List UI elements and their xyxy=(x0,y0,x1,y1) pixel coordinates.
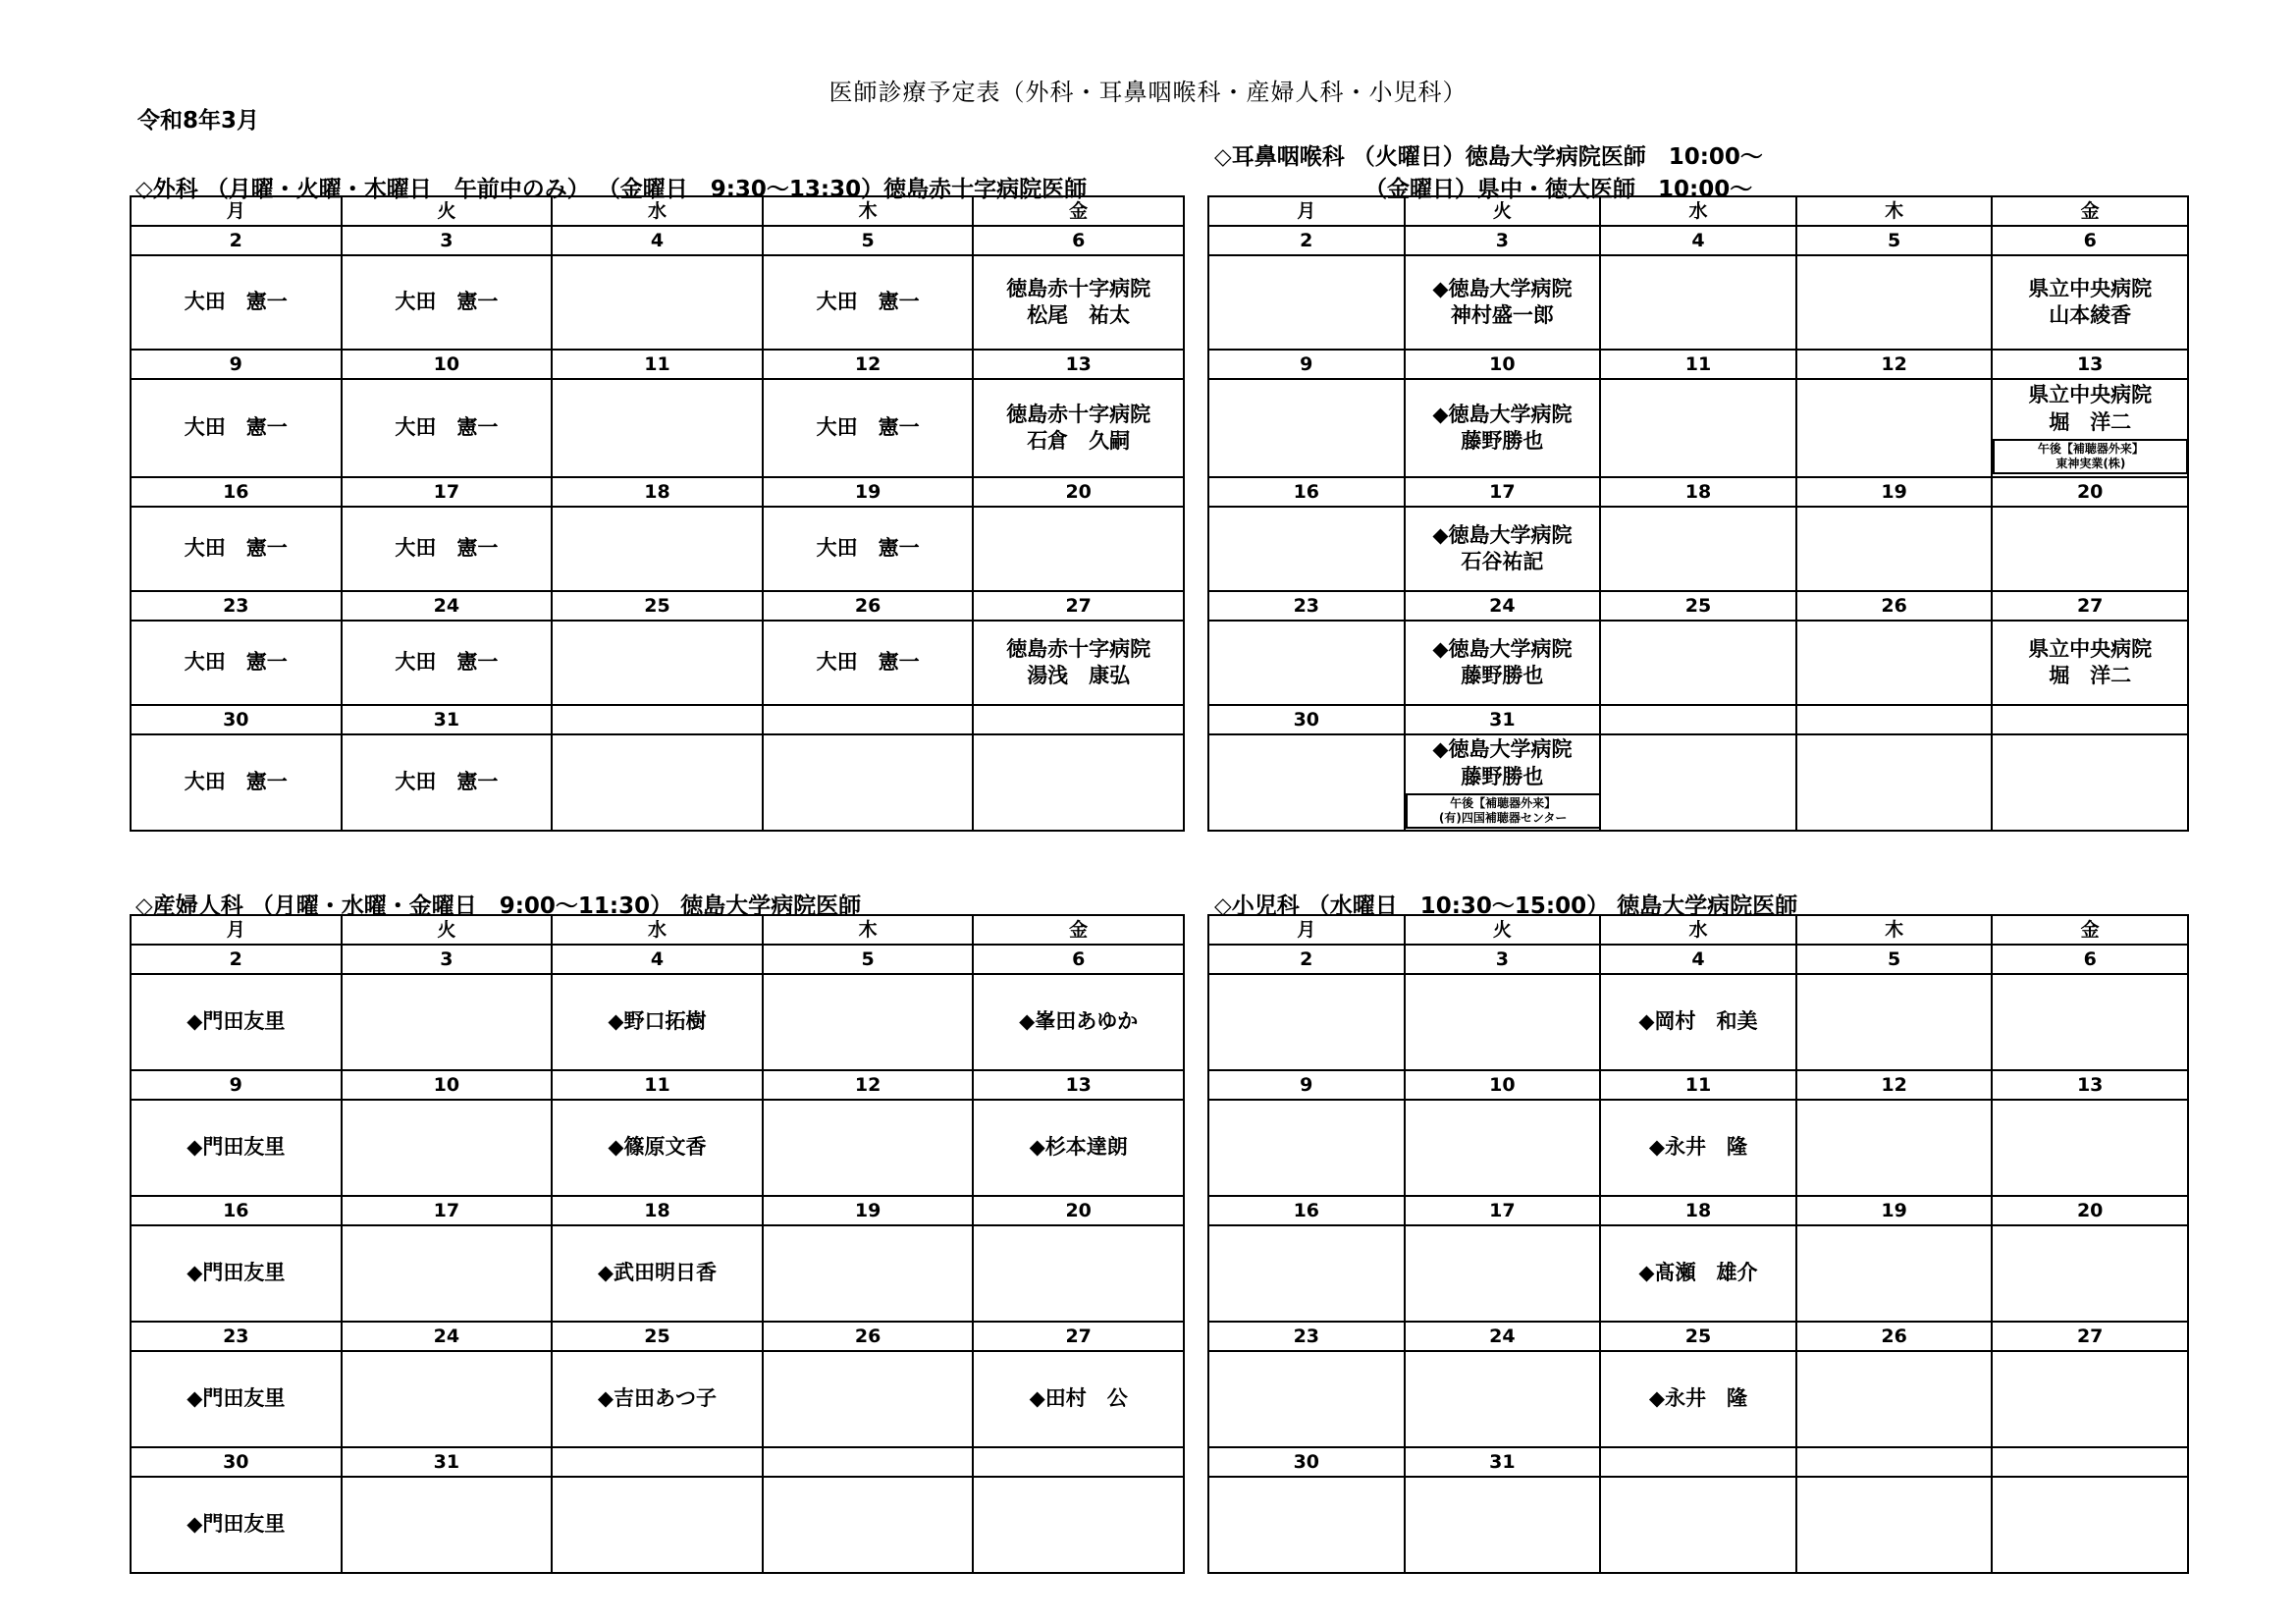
doctor-entry: 石谷祐記 xyxy=(1461,550,1544,573)
schedule-cell xyxy=(973,1225,1184,1322)
day-number: 9 xyxy=(131,1070,342,1100)
doctor-entry: 石倉 久嗣 xyxy=(1027,429,1131,453)
schedule-cell xyxy=(1405,1100,1601,1196)
schedule-cell xyxy=(1992,974,2188,1070)
schedule-cell xyxy=(131,1351,342,1447)
schedule-cell xyxy=(1992,1100,2188,1196)
day-number: 2 xyxy=(131,226,342,255)
doctor-entry: 藤野勝也 xyxy=(1461,764,1544,788)
schedule-cell xyxy=(1796,1477,1993,1573)
hearing-aid-clinic-note xyxy=(1993,439,2188,474)
schedule-cell xyxy=(973,621,1184,705)
day-number: 31 xyxy=(342,1447,553,1477)
schedule-cell xyxy=(1405,507,1601,591)
day-number: 4 xyxy=(1600,226,1796,255)
doctor-entry: 大田 憲一 xyxy=(395,650,499,675)
doctor-entry: 県立中央病院 xyxy=(2028,383,2153,407)
day-number: 4 xyxy=(552,945,763,974)
schedule-cell xyxy=(973,974,1184,1070)
schedule-cell xyxy=(342,255,553,350)
schedule-cell xyxy=(973,1100,1184,1196)
schedule-cell xyxy=(763,974,974,1070)
ent-header-friday: （金曜日）県中・徳大医師 10:00～ xyxy=(1364,177,1753,202)
doctor-entry: ◆髙瀬 雄介 xyxy=(1638,1261,1758,1285)
doctor-entry: 県立中央病院 xyxy=(2028,276,2153,300)
day-number: 26 xyxy=(763,591,974,621)
day-number: 11 xyxy=(552,350,763,379)
schedule-cell xyxy=(131,621,342,705)
day-number: 25 xyxy=(552,1322,763,1351)
schedule-cell xyxy=(763,507,974,591)
day-number: 2 xyxy=(1208,226,1405,255)
doctor-entry: ◆徳島大学病院 xyxy=(1432,737,1573,762)
schedule-cell xyxy=(342,379,553,477)
schedule-cell xyxy=(552,379,763,477)
day-number: 24 xyxy=(342,1322,553,1351)
day-number: 9 xyxy=(1208,350,1405,379)
schedule-cell xyxy=(1208,734,1405,831)
schedule-cell xyxy=(342,1351,553,1447)
schedule-cell xyxy=(1796,255,1993,350)
schedule-cell xyxy=(1992,507,2188,591)
weekday-header: 火 xyxy=(1405,196,1601,226)
day-number xyxy=(763,1447,974,1477)
doctor-entry: 大田 憲一 xyxy=(184,770,288,794)
schedule-cell xyxy=(552,621,763,705)
day-number xyxy=(973,1447,1184,1477)
schedule-cell xyxy=(763,734,974,831)
schedule-cell xyxy=(342,1225,553,1322)
schedule-cell xyxy=(973,255,1184,350)
day-number xyxy=(1796,1447,1993,1477)
doctor-entry: ◆徳島大学病院 xyxy=(1432,522,1573,547)
weekday-header: 月 xyxy=(131,196,342,226)
schedule-cell xyxy=(1208,1100,1405,1196)
schedule-cell xyxy=(763,1477,974,1573)
doctor-entry: 大田 憲一 xyxy=(395,536,499,561)
day-number xyxy=(552,1447,763,1477)
day-number: 6 xyxy=(1992,945,2188,974)
schedule-cell xyxy=(1992,621,2188,705)
doctor-entry: 大田 憲一 xyxy=(184,536,288,561)
note-line: (有)四国補聴器センター xyxy=(1438,810,1568,825)
schedule-cell xyxy=(131,1225,342,1322)
day-number: 6 xyxy=(1992,226,2188,255)
doctor-entry: ◆岡村 和美 xyxy=(1638,1009,1758,1034)
schedule-cell xyxy=(1208,507,1405,591)
schedule-cell xyxy=(1600,1225,1796,1322)
day-number: 31 xyxy=(1405,705,1601,734)
doctor-entry: ◆田村 公 xyxy=(1029,1386,1128,1411)
day-number: 16 xyxy=(1208,477,1405,507)
day-number: 13 xyxy=(973,1070,1184,1100)
schedule-cell xyxy=(342,1100,553,1196)
schedule-cell xyxy=(1992,1351,2188,1447)
day-number: 26 xyxy=(1796,591,1993,621)
schedule-cell xyxy=(1405,1477,1601,1573)
schedule-cell xyxy=(1208,1351,1405,1447)
day-number: 10 xyxy=(342,350,553,379)
schedule-cell xyxy=(131,507,342,591)
schedule-cell xyxy=(1796,974,1993,1070)
doctor-entry: ◆徳島大学病院 xyxy=(1432,276,1573,300)
schedule-cell xyxy=(973,507,1184,591)
doctor-entry: 大田 憲一 xyxy=(816,290,920,314)
doctor-entry: ◆峯田あゆか xyxy=(1019,1009,1139,1034)
weekday-header: 水 xyxy=(552,196,763,226)
schedule-cell xyxy=(342,734,553,831)
schedule-cell xyxy=(552,1351,763,1447)
day-number: 18 xyxy=(552,1196,763,1225)
doctor-entry: 堀 洋二 xyxy=(2049,409,2132,434)
day-number: 20 xyxy=(973,1196,1184,1225)
day-number: 19 xyxy=(763,477,974,507)
schedule-cell xyxy=(342,974,553,1070)
day-number: 20 xyxy=(973,477,1184,507)
day-number: 19 xyxy=(1796,477,1993,507)
doctor-entry: 山本綾香 xyxy=(2049,303,2132,327)
day-number: 16 xyxy=(131,1196,342,1225)
day-number: 6 xyxy=(973,226,1184,255)
schedule-cell xyxy=(1992,1477,2188,1573)
doctor-entry: 大田 憲一 xyxy=(184,415,288,440)
day-number: 26 xyxy=(763,1322,974,1351)
schedule-cell xyxy=(763,255,974,350)
schedule-cell xyxy=(1208,1477,1405,1573)
schedule-cell xyxy=(1600,734,1796,831)
schedule-cell xyxy=(1208,379,1405,477)
day-number: 18 xyxy=(552,477,763,507)
day-number: 13 xyxy=(1992,350,2188,379)
schedule-cell xyxy=(1796,734,1993,831)
day-number: 17 xyxy=(342,477,553,507)
day-number xyxy=(1600,705,1796,734)
schedule-cell xyxy=(1796,379,1993,477)
day-number: 26 xyxy=(1796,1322,1993,1351)
day-number xyxy=(552,705,763,734)
day-number: 30 xyxy=(131,1447,342,1477)
day-number: 31 xyxy=(1405,1447,1601,1477)
schedule-cell xyxy=(1796,507,1993,591)
day-number: 2 xyxy=(131,945,342,974)
weekday-header: 金 xyxy=(1992,196,2188,226)
day-number: 17 xyxy=(1405,1196,1601,1225)
day-number xyxy=(1992,1447,2188,1477)
doctor-entry: 神村盛一郎 xyxy=(1450,303,1554,327)
day-number: 10 xyxy=(342,1070,553,1100)
weekday-header: 水 xyxy=(1600,196,1796,226)
doctor-entry: 大田 憲一 xyxy=(816,650,920,675)
schedule-cell xyxy=(552,734,763,831)
doctor-entry: ◆門田友里 xyxy=(187,1512,286,1537)
surgery-schedule-table xyxy=(130,195,1185,832)
day-number: 11 xyxy=(552,1070,763,1100)
day-number: 17 xyxy=(1405,477,1601,507)
day-number: 16 xyxy=(131,477,342,507)
weekday-header: 火 xyxy=(342,196,553,226)
day-number: 27 xyxy=(1992,1322,2188,1351)
schedule-cell xyxy=(763,1351,974,1447)
schedule-cell xyxy=(1208,1225,1405,1322)
doctor-entry: 藤野勝也 xyxy=(1461,664,1544,687)
schedule-cell xyxy=(973,1477,1184,1573)
doctor-entry: ◆門田友里 xyxy=(187,1009,286,1034)
day-number xyxy=(1600,1447,1796,1477)
doctor-entry: 徳島赤十字病院 xyxy=(1006,402,1151,426)
note-line: 午後【補聴器外来】 xyxy=(1450,795,1557,810)
day-number: 5 xyxy=(1796,945,1993,974)
doctor-entry: ◆徳島大学病院 xyxy=(1432,402,1573,426)
day-number: 23 xyxy=(1208,591,1405,621)
doctor-entry: 堀 洋二 xyxy=(2049,664,2132,687)
schedule-cell xyxy=(342,507,553,591)
day-number: 23 xyxy=(131,591,342,621)
day-number: 19 xyxy=(763,1196,974,1225)
schedule-cell xyxy=(552,1225,763,1322)
schedule-cell xyxy=(1600,974,1796,1070)
doctor-entry: ◆吉田あつ子 xyxy=(597,1386,718,1411)
weekday-header: 月 xyxy=(1208,196,1405,226)
schedule-cell xyxy=(1208,255,1405,350)
page-title: 医師診療予定表（外科・耳鼻咽喉科・産婦人科・小児科） xyxy=(828,79,1468,106)
day-number: 10 xyxy=(1405,1070,1601,1100)
doctor-entry: ◆武田明日香 xyxy=(597,1261,718,1285)
schedule-cell xyxy=(552,1477,763,1573)
schedule-cell xyxy=(131,379,342,477)
weekday-header: 金 xyxy=(1992,915,2188,945)
doctor-entry: ◆永井 隆 xyxy=(1648,1386,1748,1411)
weekday-header: 月 xyxy=(131,915,342,945)
schedule-cell xyxy=(1405,974,1601,1070)
day-number: 20 xyxy=(1992,1196,2188,1225)
doctor-entry: ◆門田友里 xyxy=(187,1261,286,1285)
schedule-cell xyxy=(1600,1477,1796,1573)
doctor-entry: 大田 憲一 xyxy=(395,415,499,440)
schedule-cell xyxy=(1796,1351,1993,1447)
schedule-cell xyxy=(131,255,342,350)
weekday-header: 金 xyxy=(973,915,1184,945)
schedule-cell xyxy=(1208,974,1405,1070)
note-line: 東神実業(株) xyxy=(2056,456,2126,470)
schedule-cell xyxy=(342,621,553,705)
day-number: 11 xyxy=(1600,1070,1796,1100)
weekday-header: 月 xyxy=(1208,915,1405,945)
schedule-cell xyxy=(763,1225,974,1322)
weekday-header: 金 xyxy=(973,196,1184,226)
day-number: 25 xyxy=(1600,591,1796,621)
day-number xyxy=(763,705,974,734)
day-number: 19 xyxy=(1796,1196,1993,1225)
day-number: 24 xyxy=(342,591,553,621)
doctor-entry: 藤野勝也 xyxy=(1461,429,1544,453)
period-label: 令和8年3月 xyxy=(137,108,260,134)
doctor-entry: 徳島赤十字病院 xyxy=(1006,636,1151,661)
day-number: 3 xyxy=(342,945,553,974)
pediatrics-header: ◇小児科 （水曜日 10:30～15:00） 徳島大学病院医師 xyxy=(1214,893,1798,919)
schedule-cell xyxy=(1600,1100,1796,1196)
schedule-cell xyxy=(1405,1351,1601,1447)
schedule-cell xyxy=(1992,379,2188,477)
schedule-cell xyxy=(763,621,974,705)
day-number: 4 xyxy=(1600,945,1796,974)
schedule-cell xyxy=(1600,621,1796,705)
day-number: 27 xyxy=(973,1322,1184,1351)
schedule-cell xyxy=(342,1477,553,1573)
schedule-cell xyxy=(1992,734,2188,831)
schedule-cell xyxy=(1796,621,1993,705)
schedule-cell xyxy=(763,379,974,477)
day-number: 12 xyxy=(763,1070,974,1100)
doctor-entry: 大田 憲一 xyxy=(395,770,499,794)
day-number: 11 xyxy=(1600,350,1796,379)
day-number: 13 xyxy=(973,350,1184,379)
schedule-cell xyxy=(552,507,763,591)
schedule-cell xyxy=(1600,1351,1796,1447)
day-number: 23 xyxy=(1208,1322,1405,1351)
doctor-entry: 大田 憲一 xyxy=(816,415,920,440)
day-number: 5 xyxy=(763,945,974,974)
day-number: 18 xyxy=(1600,477,1796,507)
day-number: 31 xyxy=(342,705,553,734)
doctor-entry: 大田 憲一 xyxy=(816,536,920,561)
schedule-cell xyxy=(1992,1225,2188,1322)
doctor-entry: ◆杉本達朗 xyxy=(1029,1135,1128,1160)
day-number: 18 xyxy=(1600,1196,1796,1225)
schedule-cell xyxy=(1208,621,1405,705)
schedule-cell xyxy=(552,255,763,350)
day-number: 30 xyxy=(1208,705,1405,734)
schedule-cell xyxy=(131,974,342,1070)
day-number: 25 xyxy=(552,591,763,621)
doctor-entry: 大田 憲一 xyxy=(184,650,288,675)
day-number: 6 xyxy=(973,945,1184,974)
schedule-cell xyxy=(1405,621,1601,705)
day-number: 30 xyxy=(1208,1447,1405,1477)
day-number: 13 xyxy=(1992,1070,2188,1100)
schedule-cell xyxy=(131,1100,342,1196)
day-number xyxy=(1992,705,2188,734)
day-number: 12 xyxy=(763,350,974,379)
day-number: 9 xyxy=(131,350,342,379)
hearing-aid-clinic-note xyxy=(1406,793,1601,829)
day-number: 3 xyxy=(1405,945,1601,974)
doctor-entry: 徳島赤十字病院 xyxy=(1006,276,1151,300)
day-number: 4 xyxy=(552,226,763,255)
schedule-cell xyxy=(973,379,1184,477)
schedule-cell xyxy=(1992,255,2188,350)
obgyn-schedule-table xyxy=(130,914,1185,1574)
schedule-cell xyxy=(973,734,1184,831)
day-number xyxy=(973,705,1184,734)
doctor-entry: 湯浅 康弘 xyxy=(1027,664,1131,687)
schedule-cell xyxy=(552,1100,763,1196)
day-number xyxy=(1796,705,1993,734)
doctor-entry: ◆徳島大学病院 xyxy=(1432,636,1573,661)
pediatrics-schedule-table xyxy=(1207,914,2189,1574)
schedule-cell xyxy=(1796,1100,1993,1196)
weekday-header: 木 xyxy=(1796,915,1993,945)
doctor-entry: ◆永井 隆 xyxy=(1648,1135,1748,1160)
doctor-entry: 県立中央病院 xyxy=(2028,636,2153,661)
ent-header-tuesday: ◇耳鼻咽喉科 （火曜日）徳島大学病院医師 10:00～ xyxy=(1214,144,1763,170)
day-number: 10 xyxy=(1405,350,1601,379)
day-number: 24 xyxy=(1405,591,1601,621)
day-number: 3 xyxy=(1405,226,1601,255)
day-number: 5 xyxy=(1796,226,1993,255)
weekday-header: 火 xyxy=(342,915,553,945)
schedule-cell xyxy=(1796,1225,1993,1322)
day-number: 3 xyxy=(342,226,553,255)
day-number: 27 xyxy=(1992,591,2188,621)
ent-schedule-table xyxy=(1207,195,2189,832)
day-number: 23 xyxy=(131,1322,342,1351)
schedule-cell xyxy=(1405,255,1601,350)
weekday-header: 火 xyxy=(1405,915,1601,945)
doctor-entry: ◆野口拓樹 xyxy=(608,1009,707,1034)
day-number: 17 xyxy=(342,1196,553,1225)
day-number: 12 xyxy=(1796,350,1993,379)
schedule-cell xyxy=(1405,379,1601,477)
schedule-cell xyxy=(763,1100,974,1196)
day-number: 30 xyxy=(131,705,342,734)
doctor-entry: ◆門田友里 xyxy=(187,1386,286,1411)
weekday-header: 木 xyxy=(1796,196,1993,226)
day-number: 5 xyxy=(763,226,974,255)
day-number: 2 xyxy=(1208,945,1405,974)
doctor-entry: ◆篠原文香 xyxy=(608,1135,707,1160)
schedule-cell xyxy=(973,1351,1184,1447)
weekday-header: 水 xyxy=(1600,915,1796,945)
schedule-cell xyxy=(552,974,763,1070)
schedule-cell xyxy=(1600,507,1796,591)
day-number: 24 xyxy=(1405,1322,1601,1351)
day-number: 25 xyxy=(1600,1322,1796,1351)
schedule-cell xyxy=(131,734,342,831)
doctor-entry: 松尾 祐太 xyxy=(1027,303,1131,327)
day-number: 16 xyxy=(1208,1196,1405,1225)
schedule-cell xyxy=(1600,379,1796,477)
schedule-cell xyxy=(131,1477,342,1573)
day-number: 20 xyxy=(1992,477,2188,507)
schedule-cell xyxy=(1405,1225,1601,1322)
surgery-header: ◇外科 （月曜・火曜・木曜日 午前中のみ） （金曜日 9:30～13:30）徳島赤十字病院医師 xyxy=(135,177,1088,202)
weekday-header: 木 xyxy=(763,196,974,226)
weekday-header: 木 xyxy=(763,915,974,945)
note-line: 午後【補聴器外来】 xyxy=(2037,441,2144,456)
doctor-entry: 大田 憲一 xyxy=(395,290,499,314)
schedule-cell xyxy=(1600,255,1796,350)
obgyn-header: ◇産婦人科 （月曜・水曜・金曜日 9:00～11:30） 徳島大学病院医師 xyxy=(135,893,862,919)
day-number: 27 xyxy=(973,591,1184,621)
schedule-cell xyxy=(1405,734,1601,831)
doctor-entry: 大田 憲一 xyxy=(184,290,288,314)
weekday-header: 水 xyxy=(552,915,763,945)
day-number: 12 xyxy=(1796,1070,1993,1100)
day-number: 9 xyxy=(1208,1070,1405,1100)
doctor-entry: ◆門田友里 xyxy=(187,1135,286,1160)
